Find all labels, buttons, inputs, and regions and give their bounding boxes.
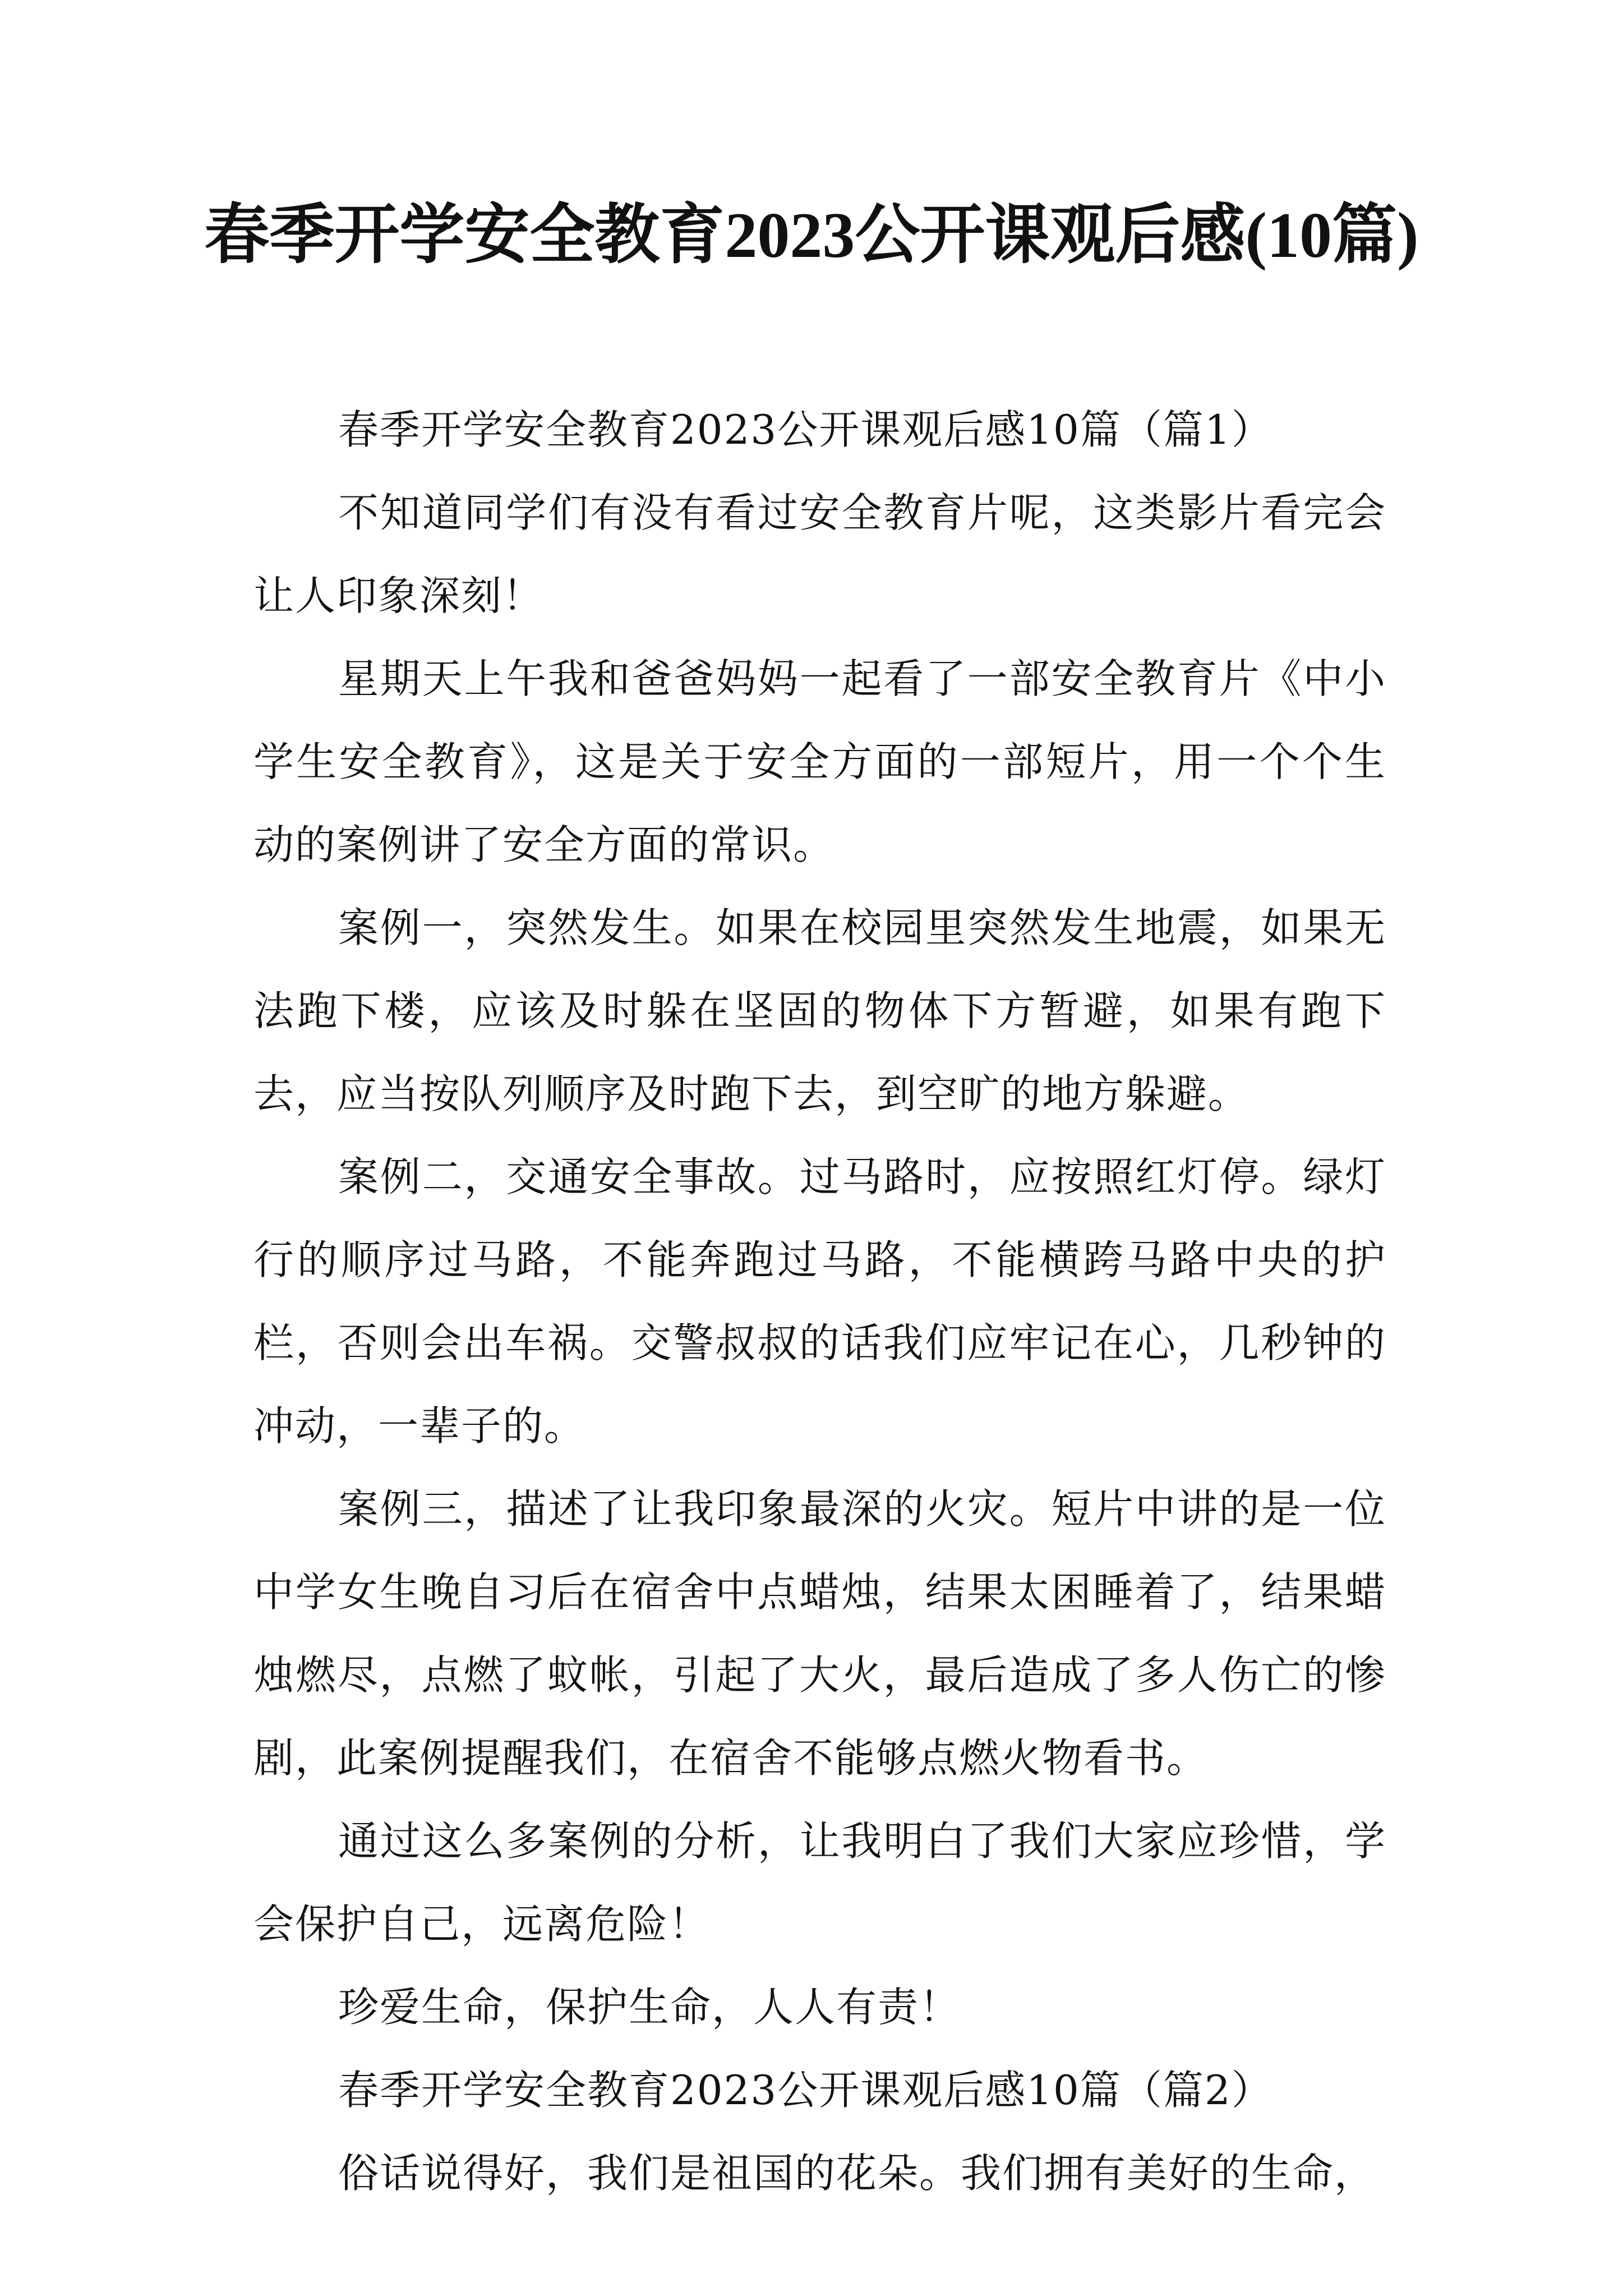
paragraph: 案例二，交通安全事故。过马路时，应按照红灯停。绿灯行的顺序过马路，不能奔跑过马路，不能横跨马路中央的护栏，否则会出车祸。交警叔叔的话我们应牢记在心，几秒钟的冲动，一辈子的。 [253, 1153, 1386, 1450]
paragraph: 案例三，描述了让我印象最深的火灾。短片中讲的是一位中学女生晚自习后在宿舍中点蜡烛，结果太困睡着了，结果蜡烛燃尽，点燃了蚊帐，引起了大火，最后造成了多人伤亡的惨剧，此案例提醒我们，在宿舍不能够点燃火物看书。 [253, 1485, 1386, 1782]
paragraph: 星期天上午我和爸爸妈妈一起看了一部安全教育片《中小学生安全教育》，这是关于安全方面的一部短片，用一个个生动的案例讲了安全方面的常识。 [253, 655, 1386, 868]
document-title: 春季开学安全教育2023公开课观后感(10篇) [204, 200, 1419, 272]
document-body [253, 388, 1386, 2215]
paragraph: 不知道同学们有没有看过安全教育片呢，这类影片看完会让人印象深刻！ [253, 489, 1386, 619]
section-heading-2: 春季开学安全教育2023公开课观后感10篇（篇2） [338, 2067, 1273, 2114]
section-heading-1: 春季开学安全教育2023公开课观后感10篇（篇1） [338, 406, 1273, 453]
paragraph: 俗话说得好，我们是祖国的花朵。我们拥有美好的生命， [338, 2150, 1376, 2197]
paragraph: 通过这么多案例的分析，让我明白了我们大家应珍惜，学会保护自己，远离危险！ [253, 1818, 1386, 1948]
paragraph: 珍爱生命，保护生命，人人有责！ [338, 1984, 961, 2031]
paragraph: 案例一，突然发生。如果在校园里突然发生地震，如果无法跑下楼，应该及时躲在坚固的物体下方暂避，如果有跑下去，应当按队列顺序及时跑下去，到空旷的地方躲避。 [253, 904, 1386, 1117]
